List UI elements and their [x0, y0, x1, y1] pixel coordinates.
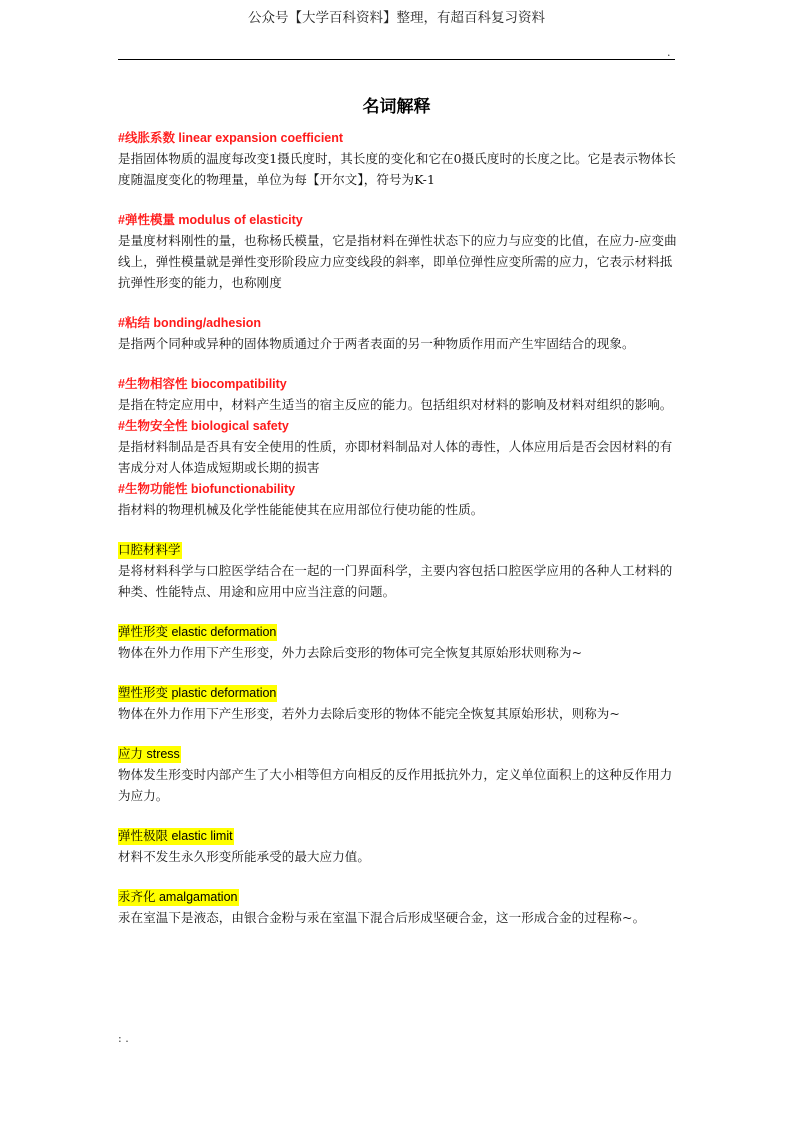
entry-biological-safety [118, 415, 680, 478]
term-heading: #生物相容性 biocompatibility [118, 377, 287, 391]
entry-linear-expansion [118, 127, 680, 190]
entry-elastic-modulus [118, 209, 680, 293]
term-definition: 是将材料科学与口腔医学结合在一起的一门界面科学，主要内容包括口腔医学应用的各种人工材料的种类、性能特点、用途和应用中应当注意的问题。 [118, 563, 673, 599]
header-dot: . [667, 46, 671, 59]
entry-amalgamation [118, 886, 680, 928]
entry-biofunctionability [118, 478, 680, 520]
entry-elastic-deformation [118, 621, 680, 663]
term-definition: 是量度材料刚性的量，也称杨氏模量，它是指材料在弹性状态下的应力与应变的比值，在应力-应变曲线上，弹性模量就是弹性变形阶段应力应变线段的斜率，即单位弹性应变所需的应力，它表示材料抵抗弹性形变的能力，也称刚度 [118, 233, 677, 290]
entry-bonding [118, 312, 680, 354]
term-heading: #线胀系数 linear expansion coefficient [118, 131, 344, 145]
header-rule [118, 59, 675, 60]
entry-stress [118, 743, 680, 806]
term-definition: 是指在特定应用中，材料产生适当的宿主反应的能力。包括组织对材料的影响及材料对组织的影响。 [118, 397, 673, 412]
term-definition: 是指材料制品是否具有安全使用的性质，亦即材料制品对人体的毒性，人体应用后是否会因材料的有害成分对人体造成短期或长期的损害 [118, 439, 673, 475]
term-heading: #粘结 bonding/adhesion [118, 316, 262, 330]
entry-dental-materials [118, 539, 680, 602]
term-heading: 口腔材料学 [118, 543, 181, 557]
term-definition: 是指固体物质的温度每改变1摄氏度时，其长度的变化和它在0摄氏度时的长度之比。它是表示物体长度随温度变化的物理量，单位为每【开尔文】，符号为K-1 [118, 151, 676, 187]
term-definition: 指材料的物理机械及化学性能能使其在应用部位行使功能的性质。 [118, 502, 484, 517]
entry-biocompatibility [118, 373, 680, 415]
term-definition: 物体发生形变时内部产生了大小相等但方向相反的反作用抵抗外力，定义单位面积上的这种反作用力为应力。 [118, 767, 673, 803]
term-heading: 应力 stress [118, 747, 180, 761]
term-heading: #弹性模量 modulus of elasticity [118, 213, 303, 227]
term-definition: 物体在外力作用下产生形变，若外力去除后变形的物体不能完全恢复其原始形状，则称为~ [118, 706, 620, 721]
term-heading: #生物功能性 biofunctionability [118, 482, 296, 496]
footer-dots: : . [118, 1032, 129, 1045]
term-heading: 汞齐化 amalgamation [118, 890, 238, 904]
glossary [118, 127, 680, 928]
entry-elastic-limit [118, 825, 680, 867]
term-definition: 物体在外力作用下产生形变，外力去除后变形的物体可完全恢复其原始形状则称为~ [118, 645, 583, 660]
term-definition: 汞在室温下是液态，由银合金粉与汞在室温下混合后形成坚硬合金，这一形成合金的过程称~。 [118, 910, 646, 925]
term-heading: 弹性极限 elastic limit [118, 829, 233, 843]
term-heading: 塑性形变 plastic deformation [118, 686, 277, 700]
page-title: 名词解释 [362, 97, 431, 117]
term-heading: #生物安全性 biological safety [118, 419, 289, 433]
term-definition: 材料不发生永久形变所能承受的最大应力值。 [118, 849, 371, 864]
entry-plastic-deformation [118, 682, 680, 724]
term-definition: 是指两个同种或异种的固体物质通过介于两者表面的另一种物质作用而产生牢固结合的现象。 [118, 336, 635, 351]
term-heading: 弹性形变 elastic deformation [118, 625, 277, 639]
page-header: 公众号【大学百科资料】整理，有超百科复习资料 [248, 10, 545, 26]
